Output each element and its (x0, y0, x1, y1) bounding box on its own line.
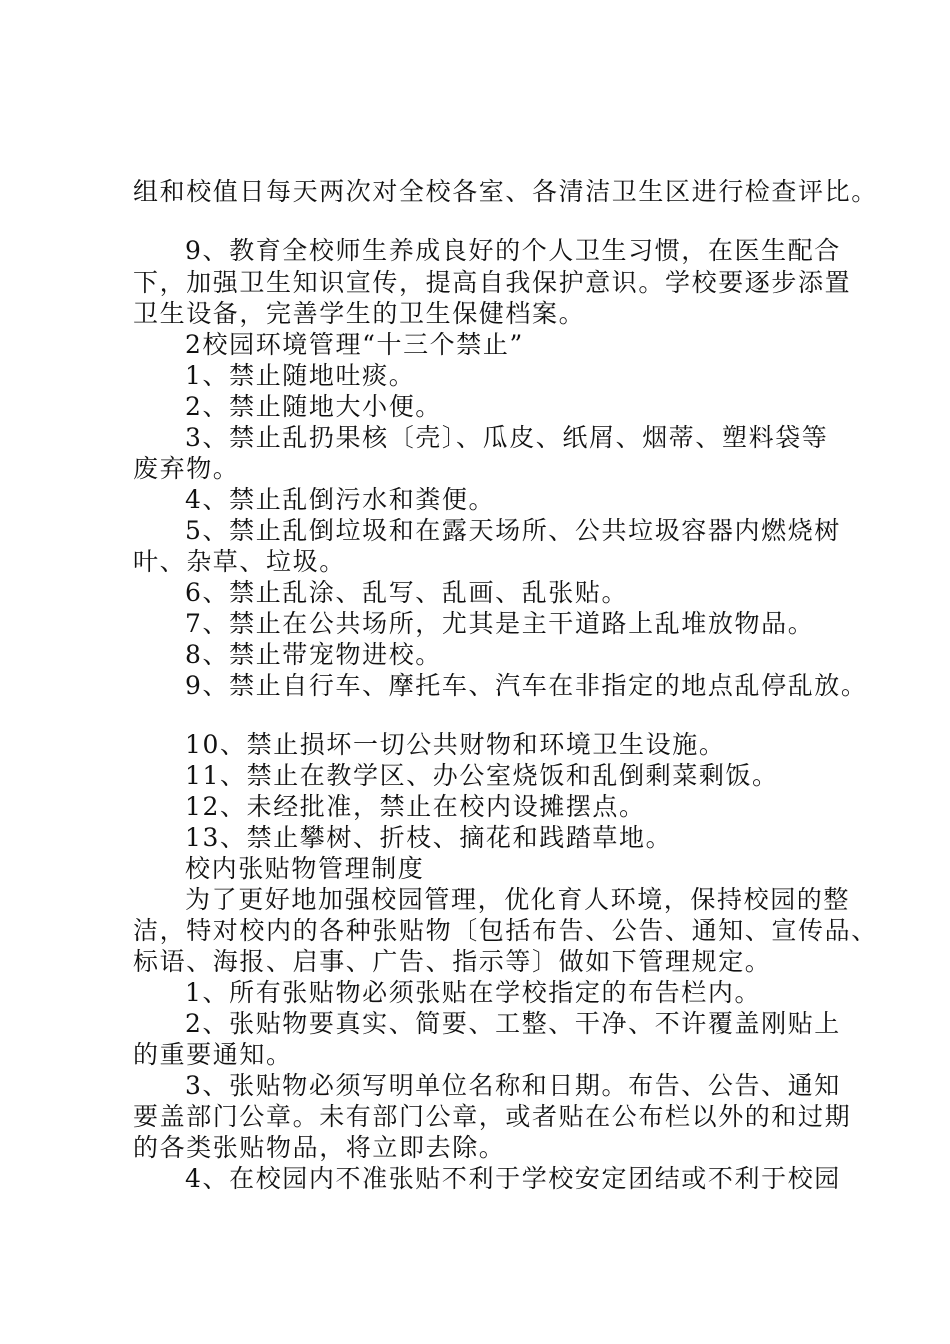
text-line: 4、禁止乱倒污水和粪便。 (185, 485, 496, 514)
text-line: 8、禁止带宠物进校。 (185, 640, 442, 669)
text-line: 13、禁止攀树、折枝、摘花和践踏草地。 (185, 823, 673, 852)
text-line: 洁，特对校内的各种张贴物〔包括布告、公告、通知、宣传品、 (133, 916, 878, 945)
text-line: 1、禁止随地吐痰。 (185, 361, 416, 390)
text-line: 9、教育全校师生养成良好的个人卫生习惯，在医生配合 (185, 236, 841, 265)
text-line: 6、禁止乱涂、乱写、乱画、乱张贴。 (185, 578, 629, 607)
text-line: 组和校值日每天两次对全校各室、各清洁卫生区进行检查评比。 (133, 177, 878, 206)
text-line: 下，加强卫生知识宣传，提高自我保护意识。学校要逐步添置 (133, 268, 852, 297)
text-line: 卫生设备，完善学生的卫生保健档案。 (133, 299, 586, 328)
text-line: 2、禁止随地大小便。 (185, 392, 442, 421)
text-line: 3、禁止乱扔果核〔壳〕、瓜皮、纸屑、烟蒂、塑料袋等 (185, 423, 829, 452)
text-line: 要盖部门公章。未有部门公章，或者贴在公布栏以外的和过期 (133, 1102, 852, 1131)
text-line: 废弃物。 (133, 454, 240, 483)
text-line: 9、禁止自行车、摩托车、汽车在非指定的地点乱停乱放。 (185, 671, 868, 700)
text-line: 标语、海报、启事、广告、指示等〕做如下管理规定。 (133, 947, 772, 976)
section-heading: 2校园环境管理“十三个禁止” (185, 330, 524, 359)
text-line: 为了更好地加强校园管理，优化育人环境，保持校园的整 (185, 885, 851, 914)
text-line: 的各类张贴物品，将立即去除。 (133, 1133, 506, 1162)
text-line: 1、所有张贴物必须张贴在学校指定的布告栏内。 (185, 978, 762, 1007)
text-line: 10、禁止损坏一切公共财物和环境卫生设施。 (185, 730, 726, 759)
text-line: 12、未经批准，禁止在校内设摊摆点。 (185, 792, 646, 821)
text-line: 2、张贴物要真实、简要、工整、干净、不许覆盖刚贴上 (185, 1009, 841, 1038)
text-line: 的重要通知。 (133, 1040, 293, 1069)
text-line: 叶、杂草、垃圾。 (133, 547, 346, 576)
section-heading: 校内张贴物管理制度 (185, 854, 425, 883)
text-line: 5、禁止乱倒垃圾和在露天场所、公共垃圾容器内燃烧树 (185, 516, 841, 545)
text-line: 3、张贴物必须写明单位名称和日期。布告、公告、通知 (185, 1071, 841, 1100)
text-line: 7、禁止在公共场所，尤其是主干道路上乱堆放物品。 (185, 609, 815, 638)
text-line: 4、在校园内不准张贴不利于学校安定团结或不利于校园 (185, 1164, 841, 1193)
text-line: 11、禁止在教学区、办公室烧饭和乱倒剩菜剩饭。 (185, 761, 779, 790)
